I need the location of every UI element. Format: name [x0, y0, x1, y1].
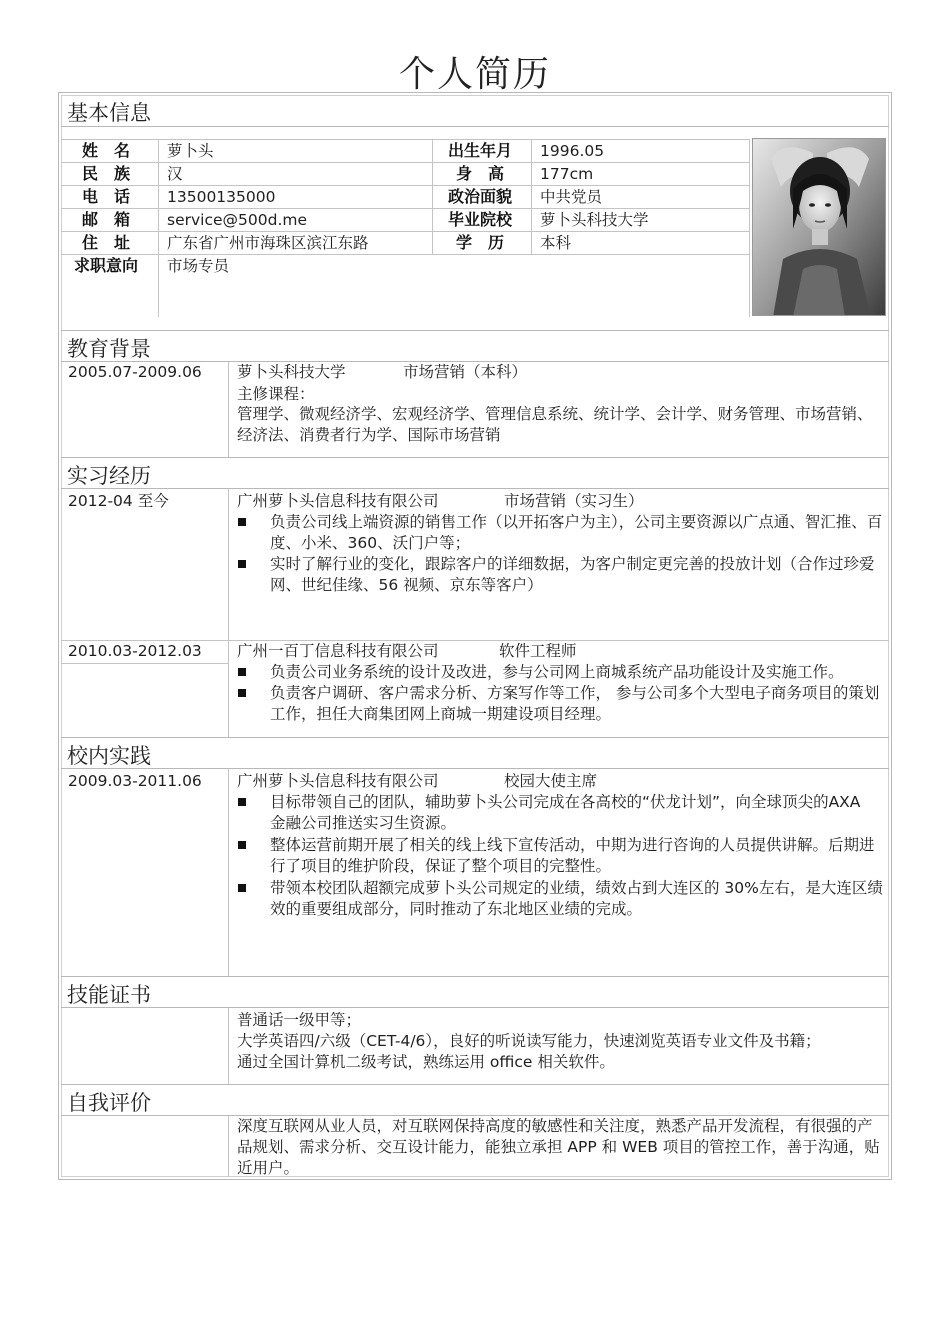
campus-bullet-3: 带领本校团队超额完成萝卜头公司规定的业绩，绩效占到大连区的 30%左右，是大连区绩效的重要组成部分，同时推动了东北地区业绩的完成。 [270, 879, 883, 918]
section-title-self: 自我评价 [67, 1091, 151, 1115]
degree-value: 本科 [540, 234, 572, 252]
campus-bullet-2: 整体运营前期开展了相关的线上线下宣传活动，中期为进行咨询的人员提供讲解。后期进行了项目的维护阶段，保证了整个项目的完整性。 [270, 836, 875, 875]
email-value: service@500d.me [167, 211, 308, 229]
section-header-education [61, 330, 889, 362]
page-title: 个人简历 [398, 54, 551, 95]
bullet-icon [238, 689, 246, 697]
section-header-campus [61, 737, 889, 769]
portrait-image-icon [753, 139, 886, 316]
skill-3: 通过全国计算机二级考试，熟练运用 office 相关软件。 [237, 1053, 615, 1071]
education-courses: 管理学、微观经济学、宏观经济学、管理信息系统、统计学、会计学、财务管理、市场营销、经济法、消费者行为学、国际市场营销 [237, 405, 873, 444]
campus-bullet-1: 目标带领自己的团队，辅助萝卜头公司完成在各高校的“伏龙计划”，向全球顶尖的AXA 金融公司推送实习生资源。 [270, 793, 861, 832]
name-value: 萝卜头 [167, 142, 214, 160]
self-evaluation: 深度互联网从业人员，对互联网保持高度的敏感性和关注度，熟悉产品开发流程，有很强的产品规划、需求分析、交互设计能力，能独立承担 APP 和 WEB 项目的管控工作，善于沟通，贴近用户。 [237, 1117, 880, 1177]
internship-2-role: 软件工程师 [499, 642, 577, 660]
internship-1-company: 广州萝卜头信息科技有限公司 [237, 492, 439, 510]
section-title-internship: 实习经历 [67, 464, 151, 488]
phone-label: 电 话 [82, 187, 131, 206]
birth-label: 出生年月 [448, 141, 513, 160]
internship-2-period: 2010.03-2012.03 [68, 642, 202, 660]
internship-2-bullet-2: 负责客户调研、客户需求分析、方案写作等工作， 参与公司多个大型电子商务项目的策划工作，担任大商集团网上商城一期建设项目经理。 [270, 684, 880, 723]
education-major: 市场营销（本科） [403, 363, 528, 381]
school-value: 萝卜头科技大学 [540, 211, 649, 229]
campus-period: 2009.03-2011.06 [68, 772, 202, 790]
school-label: 毕业院校 [448, 210, 513, 229]
internship-1-bullet-2: 实时了解行业的变化，跟踪客户的详细数据，为客户制定更完善的投放计划（合作过珍爱网、世纪佳缘、56 视频、京东等客户） [270, 555, 875, 594]
section-header-internship [61, 457, 889, 489]
internship-2-company: 广州一百丁信息科技有限公司 [237, 642, 439, 660]
bullet-icon [238, 798, 246, 806]
politics-value: 中共党员 [540, 188, 603, 206]
internship-2-bullet-1: 负责公司业务系统的设计及改进，参与公司网上商城系统产品功能设计及实施工作。 [270, 663, 844, 681]
section-header-self [61, 1084, 889, 1116]
intent-value: 市场专员 [167, 257, 230, 275]
education-courses-label: 主修课程： [237, 385, 315, 403]
section-header-basic [61, 95, 889, 127]
skill-2: 大学英语四/六级（CET-4/6），良好的听说读写能力，快速浏览英语专业文件及书籍； [237, 1032, 821, 1050]
bullet-icon [238, 841, 246, 849]
skill-1: 普通话一级甲等； [237, 1011, 362, 1029]
profile-photo [752, 138, 886, 316]
birth-value: 1996.05 [540, 142, 605, 160]
campus-company: 广州萝卜头信息科技有限公司 [237, 772, 439, 790]
height-value: 177cm [540, 165, 594, 183]
section-header-skills [61, 976, 889, 1008]
section-title-basic: 基本信息 [67, 101, 151, 125]
internship-1-period: 2012-04 至今 [68, 492, 169, 510]
bullet-icon [238, 518, 246, 526]
bullet-icon [238, 884, 246, 892]
internship-1-bullet-1: 负责公司线上端资源的销售工作（以开拓客户为主），公司主要资源以广点通、智汇推、百度、小米、360、沃门户等； [270, 513, 883, 552]
ethnic-label: 民 族 [82, 164, 131, 183]
name-label: 姓 名 [82, 141, 131, 160]
intent-label: 求职意向 [74, 256, 139, 275]
section-title-education: 教育背景 [67, 337, 151, 361]
email-label: 邮 箱 [82, 210, 131, 229]
bullet-icon [238, 668, 246, 676]
phone-value: 13500135000 [167, 188, 276, 206]
education-school: 萝卜头科技大学 [237, 363, 346, 381]
address-value: 广东省广州市海珠区滨江东路 [167, 234, 369, 252]
section-title-skills: 技能证书 [67, 983, 151, 1007]
campus-role: 校园大使主席 [504, 772, 598, 790]
address-label: 住 址 [82, 233, 131, 252]
internship-1-role: 市场营销（实习生） [504, 492, 644, 510]
height-label: 身 高 [456, 164, 505, 183]
ethnic-value: 汉 [167, 165, 183, 183]
section-title-campus: 校内实践 [67, 744, 151, 768]
degree-label: 学 历 [456, 233, 505, 252]
politics-label: 政治面貌 [448, 187, 513, 206]
bullet-icon [238, 560, 246, 568]
education-period: 2005.07-2009.06 [68, 363, 202, 381]
